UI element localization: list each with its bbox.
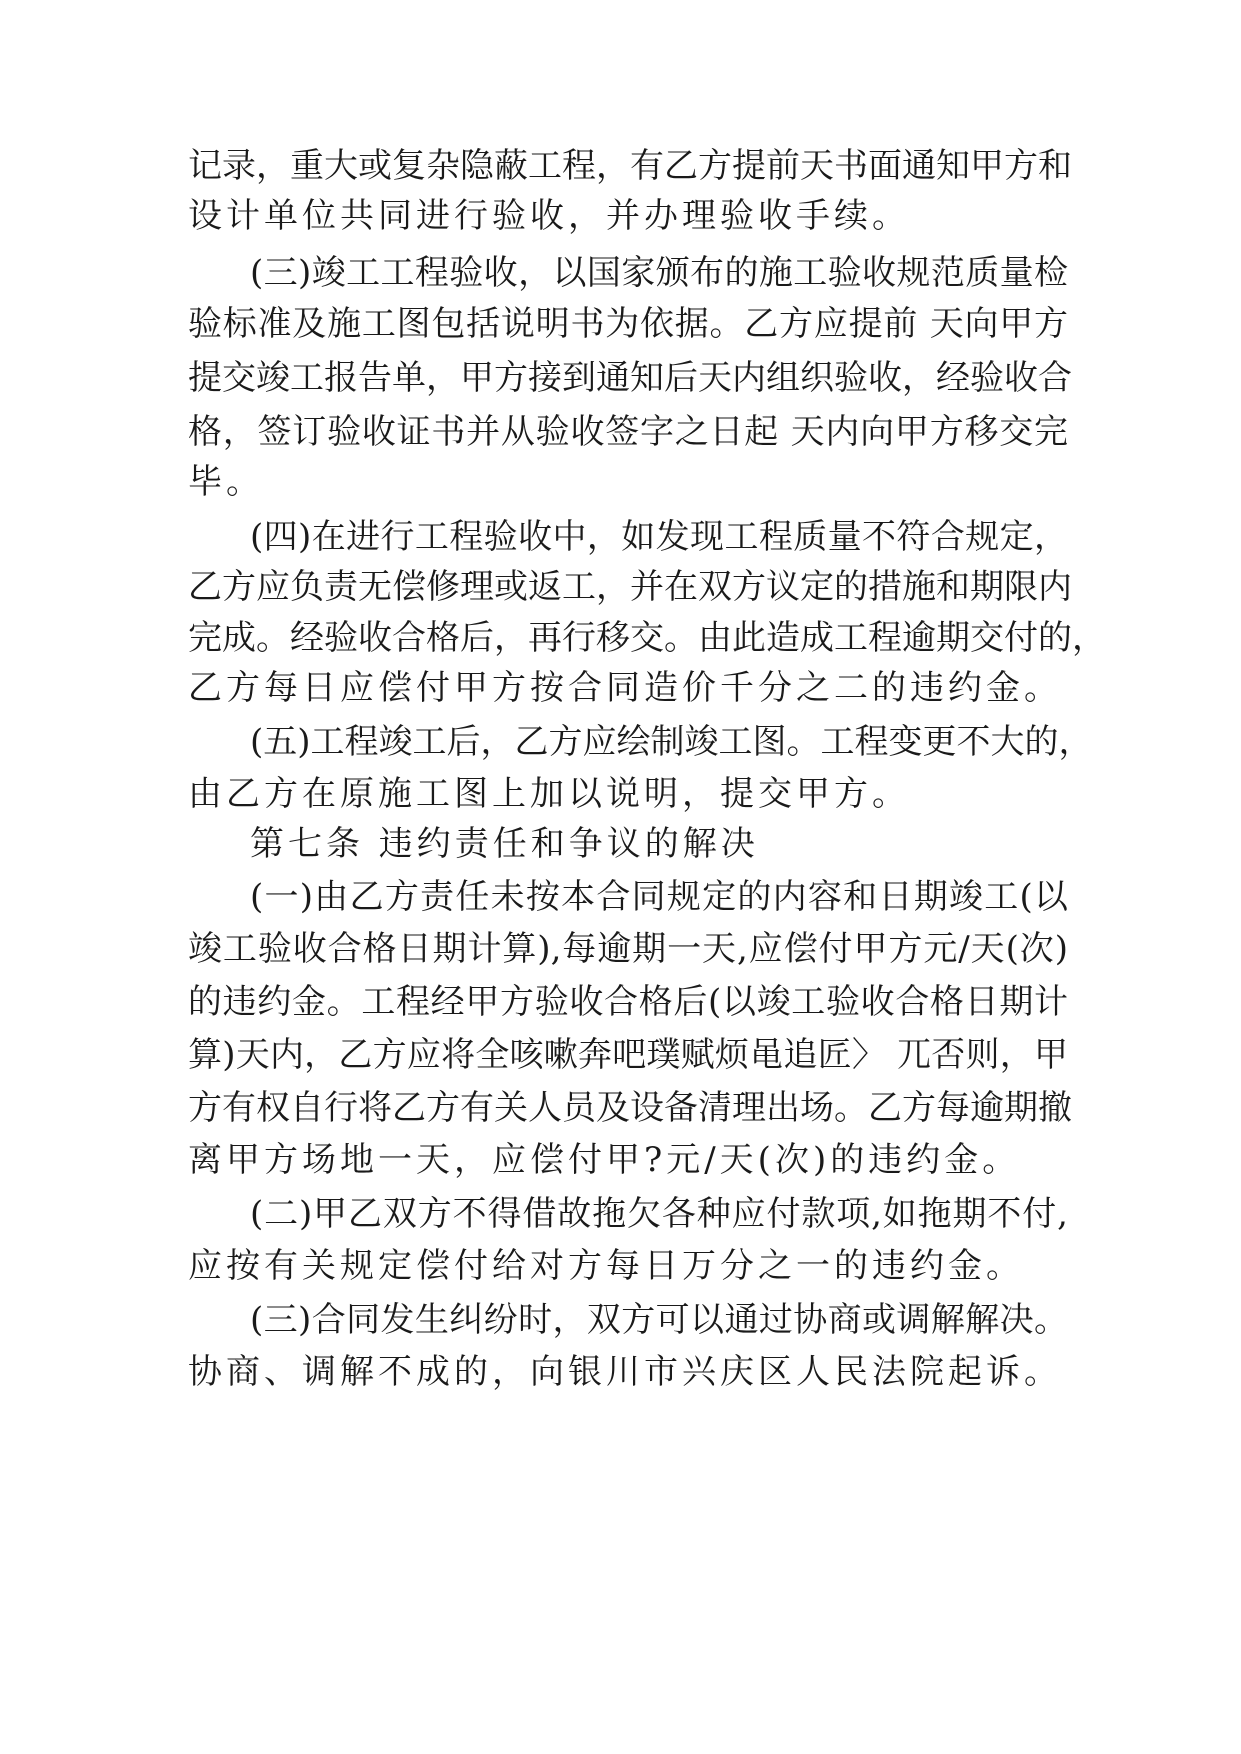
penalty-1-line-1: (一)由乙方责任未按本合同规定的内容和日期竣工(以 xyxy=(250,877,1068,917)
text-line-17: 的违约金。工程经甲方验收合格后(以竣工验收合格日期计 xyxy=(188,982,1068,1022)
clause-3-line-1: (三)竣工工程验收，以国家颁布的施工验收规范质量检 xyxy=(250,253,1068,293)
text-line-18: 算)天内，乙方应将全咳嗽奔吧璞赋烦黾追匠〉 兀否则，甲 xyxy=(188,1035,1068,1075)
text-line-9: 乙方应负责无偿修理或返工，并在双方议定的措施和期限内 xyxy=(188,567,1072,607)
clause-5-line-1: (五)工程竣工后，乙方应绘制竣工图。工程变更不大的， xyxy=(250,722,1093,762)
clause-4-line-1: (四)在进行工程验收中，如发现工程质量不符合规定， xyxy=(250,517,1068,557)
text-line-2: 设计单位共同进行验收，并办理验收手续。 xyxy=(188,196,910,236)
text-line-1: 记录，重大或复杂隐蔽工程，有乙方提前天书面通知甲方和 xyxy=(188,146,1072,186)
penalty-3-line-1: (三)合同发生纠纷时，双方可以通过协商或调解解决。 xyxy=(250,1300,1068,1340)
text-line-5: 提交竣工报告单，甲方接到通知后天内组织验收，经验收合 xyxy=(188,358,1072,398)
text-line-10: 完成。经验收合格后，再行移交。由此造成工程逾期交付的， xyxy=(188,618,1106,658)
text-line-11: 乙方每日应偿付甲方按合同造价千分之二的违约金。 xyxy=(188,668,1062,708)
text-line-4: 验标准及施工图包括说明书为依据。乙方应提前 天向甲方 xyxy=(188,304,1068,344)
text-line-20: 离甲方场地一天，应偿付甲?元/天(次)的违约金。 xyxy=(188,1140,1021,1180)
text-line-7: 毕。 xyxy=(188,462,264,502)
text-line-16: 竣工验收合格日期计算),每逾期一天,应偿付甲方元/天(次) xyxy=(188,929,1068,969)
text-line-24: 协商、调解不成的，向银川市兴庆区人民法院起诉。 xyxy=(188,1352,1062,1392)
text-line-13: 由乙方在原施工图上加以说明，提交甲方。 xyxy=(188,774,910,814)
article-7-heading: 第七条 违约责任和争议的解决 xyxy=(250,824,759,864)
penalty-2-line-1: (二)甲乙双方不得借故拖欠各种应付款项,如拖期不付, xyxy=(250,1194,1068,1234)
text-line-6: 格，签订验收证书并从验收签字之日起 天内向甲方移交完 xyxy=(188,412,1068,452)
text-line-22: 应按有关规定偿付给对方每日万分之一的违约金。 xyxy=(188,1246,1024,1286)
text-line-19: 方有权自行将乙方有关人员及设备清理出场。乙方每逾期撤 xyxy=(188,1088,1072,1128)
